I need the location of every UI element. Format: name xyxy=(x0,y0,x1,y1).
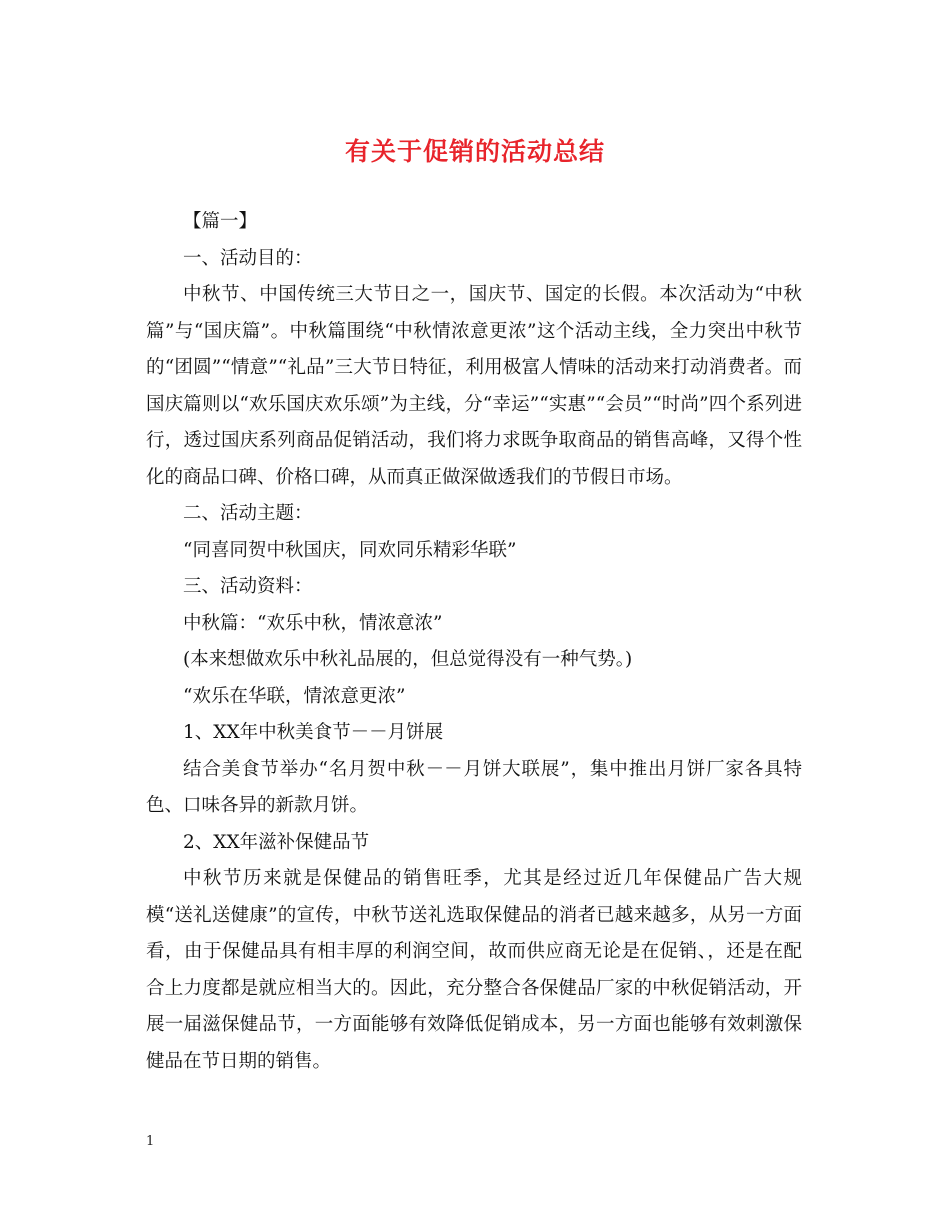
paragraph-theme: “同喜同贺中秋国庆，同欢同乐精彩华联” xyxy=(183,539,517,561)
paragraph-note: (本来想做欢乐中秋礼品展的，但总觉得没有一种气势。) xyxy=(183,649,633,670)
heading-mooncake-show: 1、XX年中秋美食节－－月饼展 xyxy=(183,722,444,743)
document-body xyxy=(146,204,802,1080)
document-title: 有关于促销的活动总结 xyxy=(344,137,605,166)
paragraph-mooncake-show: 结合美食节举办“名月贺中秋－－月饼大联展”，集中推出月饼厂家各具特色、口味各异的新款月饼。 xyxy=(146,758,802,816)
paragraph-slogan: “欢乐在华联，情浓意更浓” xyxy=(183,685,406,707)
paragraph-purpose: 中秋节、中国传统三大节日之一，国庆节、国定的长假。本次活动为“中秋篇”与“国庆篇”。中秋篇围绕“中秋情浓意更浓”这个活动主线，全力突出中秋节的“团圆”“情意”“礼品”三大节日特征，利用极富人情味的活动来打动消费者。而国庆篇则以“欢乐国庆欢乐颂”为主线，分“幸运”“实惠”“会员”“时尚”四个系列进行，透过国庆系列商品促销活动，我们将力求既争取商品的销售高峰，又得个性化的商品口碑、价格口碑，从而真正做深做透我们的节假日市场。 xyxy=(146,284,802,488)
heading-activity-purpose: 一、活动目的： xyxy=(183,247,313,269)
heading-health-products: 2、XX年滋补保健品节 xyxy=(183,831,370,853)
paragraph-health-products: 中秋节历来就是保健品的销售旺季，尤其是经过近几年保健品广告大规模“送礼送健康”的宣传，中秋节送礼选取保健品的消者已越来越多，从另一方面看，由于保健品具有相丰厚的利润空间，故而供应商无论是在促销、，还是在配合上力度都是就应相当大的。因此，充分整合各保健品厂家的中秋促销活动，开展一届滋保健品节，一方面能够有效降低促销成本，另一方面也能够有效刺激保健品在节日期的销售。 xyxy=(146,868,802,1072)
section-label: 【篇一】 xyxy=(183,211,258,232)
page-number: 1 xyxy=(146,1134,155,1149)
heading-activity-materials: 三、活动资料： xyxy=(183,576,313,597)
heading-activity-theme: 二、活动主题： xyxy=(183,503,313,524)
paragraph-mid-autumn-slogan: 中秋篇：“欢乐中秋，情浓意浓” xyxy=(183,612,443,634)
